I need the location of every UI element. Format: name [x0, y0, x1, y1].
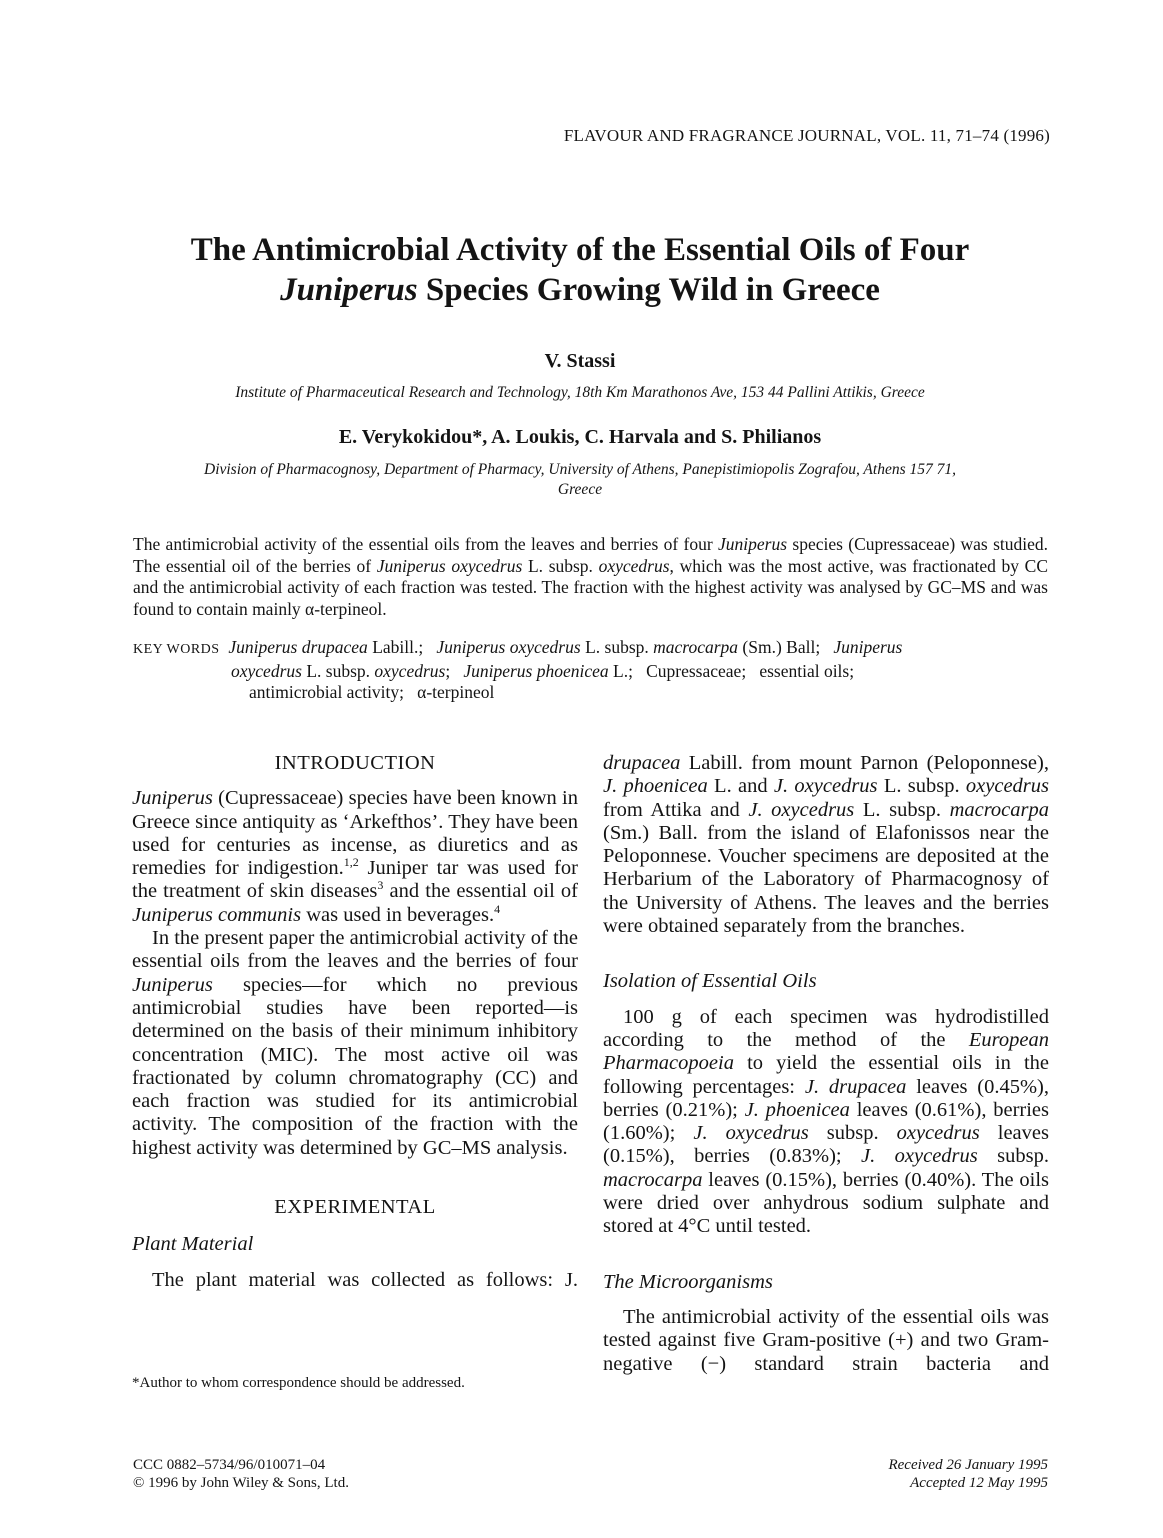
- keyword: oxycedrus: [231, 660, 302, 681]
- subsection-heading-microorganisms: The Microorganisms: [603, 1270, 773, 1293]
- abstract-text: L. subsp.: [522, 555, 599, 576]
- abstract-text: species (Cupressaceae) was studied. The essential oil of the berries of: [133, 534, 1048, 576]
- body-text: from Attika and: [603, 798, 749, 821]
- body-text: L. and: [707, 775, 774, 798]
- microorganisms-paragraph: The antimicrobial activity of the essential oils was tested against five Gram-positive (+) and two Gram-negative (−) standard strain bacteria and: [603, 1305, 1049, 1375]
- intro-text: was used in beverages.: [301, 903, 495, 926]
- keyword: L.;: [608, 660, 633, 681]
- body-text: to yield the essential oils in the following percentages:: [603, 1052, 1049, 1098]
- body-text: European Pharmacopoeia: [603, 1028, 1049, 1075]
- intro-text: Juniperus: [132, 787, 213, 810]
- intro-text: Juniper tar was used for the treatment of skin diseases: [132, 857, 578, 903]
- abstract-italic: oxycedrus: [598, 555, 670, 576]
- body-text: macrocarpa: [603, 1168, 703, 1191]
- footer-right: [700, 1456, 1048, 1492]
- keyword: α-terpineol: [417, 682, 495, 703]
- keyword: ;: [445, 660, 451, 681]
- body-text: leaves (0.61%), berries (1.60%);: [603, 1098, 1050, 1145]
- keyword: Juniperus drupacea: [228, 637, 368, 657]
- title-line-2: [100, 270, 1060, 310]
- authors-2: E. Verykokidou*, A. Loukis, C. Harvala and S. Philianos: [338, 426, 822, 448]
- keywords-line-1: [133, 637, 1048, 661]
- body-text: L. subsp.: [854, 798, 950, 821]
- title-line-2-rest: Species Growing Wild in Greece: [417, 272, 880, 308]
- body-text: Labill. from mount Parnon (Peloponnese),: [680, 752, 1049, 774]
- intro-text: Juniperus communis: [132, 903, 302, 926]
- section-heading-introduction: INTRODUCTION: [274, 752, 436, 774]
- copyright: © 1996 by John Wiley & Sons, Ltd.: [133, 1475, 349, 1491]
- affiliation-2-line-2: Greece: [557, 481, 603, 498]
- keyword: (Sm.) Ball;: [738, 637, 821, 657]
- body-text: macrocarpa: [949, 798, 1050, 821]
- keyword: L. subsp.: [580, 637, 654, 657]
- keyword: Juniperus oxycedrus: [436, 637, 581, 657]
- abstract-italic: Juniperus: [718, 534, 788, 554]
- intro-text: (Cupressaceae) species have been known in Greece since antiquity as ‘Arkefthos’. They have been used for centuries as incense, as diuretics and as remedies for indigestion.: [132, 787, 578, 880]
- title-genus: Juniperus: [280, 272, 418, 308]
- plant-material-continued: [603, 752, 1049, 938]
- body-text: J. phoenicea: [603, 775, 708, 798]
- body-text: J. oxycedrus: [861, 1145, 978, 1168]
- subsection-heading-isolation: Isolation of Essential Oils: [603, 970, 817, 993]
- citation: 1,2: [343, 855, 359, 870]
- body-text: subsp.: [977, 1145, 1049, 1168]
- intro-text: Juniperus: [132, 973, 213, 996]
- body-text: leaves (0.15%), berries (0.83%);: [603, 1122, 1049, 1168]
- intro-text: In the present paper the antimicrobial activity of the essential oils from the leaves and the berries of four: [132, 927, 578, 973]
- body-text: drupacea: [603, 752, 681, 774]
- section-heading-experimental: EXPERIMENTAL: [274, 1196, 436, 1219]
- footnote: *Author to whom correspondence should be addressed.: [132, 1375, 465, 1391]
- title-line-1: The Antimicrobial Activity of the Essential Oils of Four: [190, 232, 970, 268]
- body-text: J. oxycedrus: [773, 775, 878, 798]
- keyword: essential oils;: [759, 660, 855, 681]
- right-column: [603, 752, 1049, 1376]
- keyword: Juniperus: [833, 637, 903, 657]
- affiliation-2: [100, 460, 1060, 500]
- keyword: L. subsp.: [301, 660, 375, 681]
- keyword: Labill.;: [367, 637, 424, 657]
- ccc-code: CCC 0882–5734/96/010071–04: [133, 1457, 326, 1473]
- body-text: subsp.: [808, 1122, 897, 1145]
- body-text: leaves (0.15%), berries (0.40%). The oils were dried over anhydrous sodium sulphate and stored at 4°C until tested.: [603, 1168, 1049, 1238]
- keyword: antimicrobial activity;: [249, 682, 405, 703]
- accepted-date: Accepted 12 May 1995: [910, 1475, 1048, 1491]
- body-text: J. drupacea: [804, 1075, 907, 1098]
- keyword: oxycedrus: [374, 660, 446, 681]
- abstract-text: , which was the most active, was fractionated by CC and the antimicrobial activity of each fraction was tested. The fraction with the highest activity was analysed by GC–MS and was found to contain mainly α-terpineol.: [133, 555, 1048, 619]
- keyword: Juniperus phoenicea: [463, 660, 609, 681]
- received-date: Received 26 January 1995: [888, 1457, 1048, 1473]
- plant-material-paragraph: The plant material was collected as follows: J.: [152, 1268, 578, 1291]
- keywords: [133, 637, 1048, 704]
- abstract-italic: Juniperus oxycedrus: [376, 555, 523, 576]
- affiliation-2-line-1: Division of Pharmacognosy, Department of Pharmacy, University of Athens, Panepistimiopolis Zografou, Athens 157 71,: [204, 461, 956, 478]
- left-column: [132, 752, 578, 1292]
- intro-paragraph-2: [132, 927, 578, 1160]
- abstract: [133, 534, 1048, 620]
- isolation-paragraph: [603, 1006, 1049, 1239]
- abstract-text: The antimicrobial activity of the essential oils from the leaves and berries of four: [133, 534, 719, 554]
- intro-text: species—for which no previous antimicrobial studies have been reported—is determined on the basis of their minimum inhibitory concentration (MIC). The most active oil was fractionated by column chromatography (CC) and each fraction was studied for its antimicrobial activity. The composition of the fraction with the highest activity was determined by GC–MS analysis.: [132, 973, 578, 1159]
- affiliation-1: Institute of Pharmaceutical Research and Technology, 18th Km Marathonos Ave, 153 44 Pallini Attikis, Greece: [235, 384, 925, 401]
- keywords-line-2: [133, 661, 1048, 683]
- author-1: V. Stassi: [544, 350, 616, 372]
- keyword: Cupressaceae;: [646, 660, 747, 681]
- citation: 4: [494, 901, 501, 916]
- body-text: J. oxycedrus: [748, 798, 855, 821]
- body-text: leaves (0.45%), berries (0.21%);: [603, 1075, 1049, 1121]
- subsection-heading-plant-material: Plant Material: [132, 1233, 254, 1256]
- body-text: oxycedrus: [896, 1122, 980, 1145]
- keyword: macrocarpa: [653, 637, 739, 657]
- keywords-label: KEY WORDS: [133, 642, 220, 657]
- body-text: oxycedrus: [965, 775, 1050, 798]
- keywords-line-3: [133, 682, 1048, 704]
- intro-text: and the essential oil of: [383, 880, 578, 903]
- body-text: J. oxycedrus: [693, 1122, 809, 1145]
- article-title: [100, 230, 1060, 310]
- footer-left: [133, 1456, 533, 1492]
- body-text: 100 g of each specimen was hydrodistilled according to the method of the: [603, 1005, 1049, 1051]
- body-text: (Sm.) Ball. from the island of Elafonissos near the Peloponnese. Voucher specimens are deposited at the Herbarium of the Laboratory of Pharmacognosy of the University of Athens. The leaves and the berries were obtained separately from the branches.: [603, 821, 1049, 938]
- running-head: FLAVOUR AND FRAGRANCE JOURNAL, VOL. 11, 71–74 (1996): [563, 126, 1050, 145]
- citation: 3: [377, 878, 384, 893]
- body-text: J. phoenicea: [744, 1098, 850, 1121]
- intro-paragraph-1: [132, 787, 578, 927]
- body-text: L. subsp.: [877, 775, 966, 798]
